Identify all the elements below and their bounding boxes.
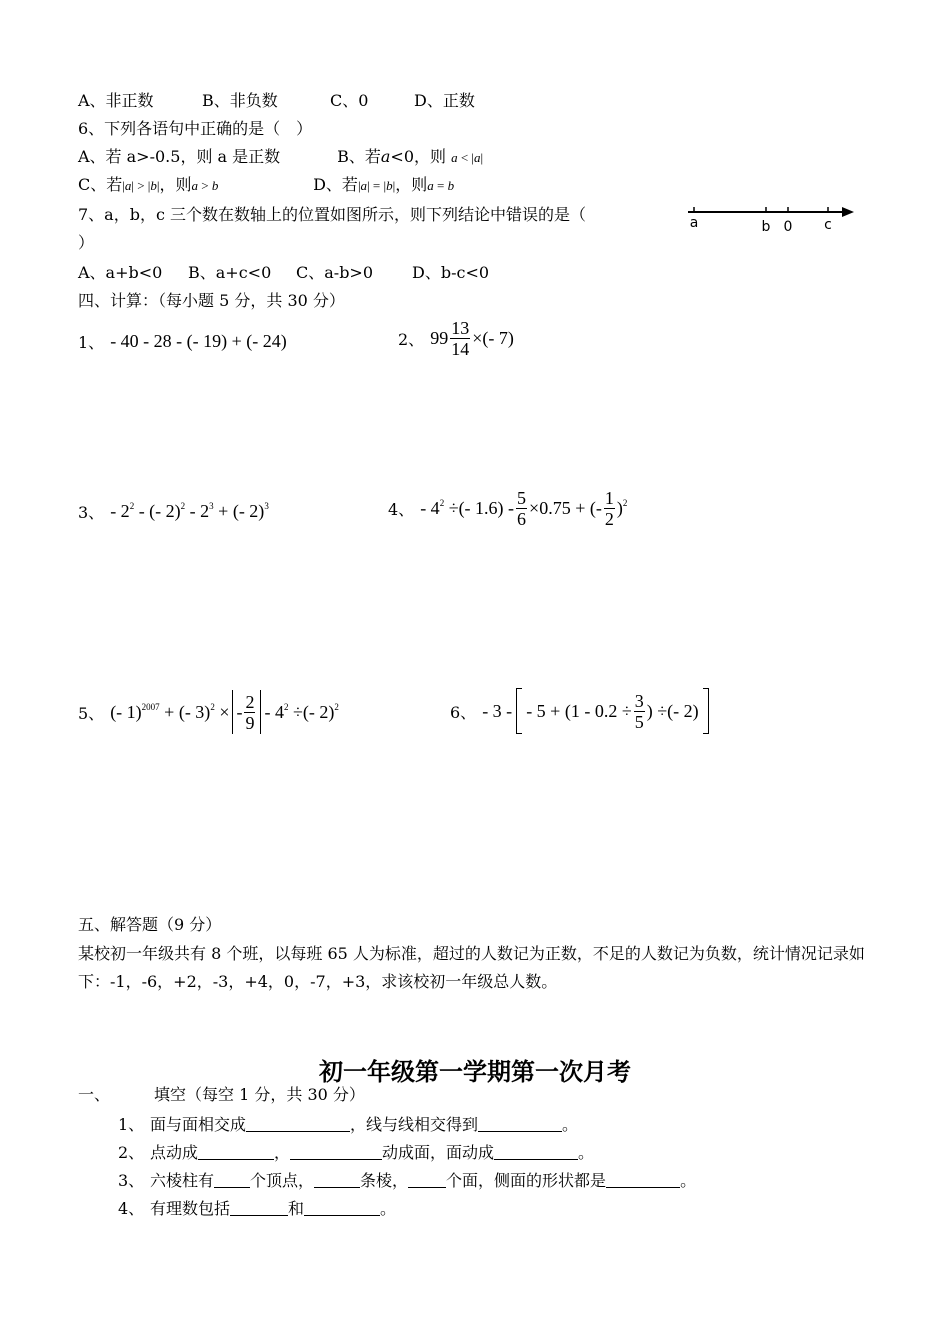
q7-option-b: B、a+c<0 [188,263,272,282]
q6-option-c: C、若|a| > |b|，则a > b [78,175,219,194]
blank[interactable] [408,1171,446,1188]
q7-option-c: C、a-b>0 [296,263,374,282]
fill-item-4: 4、 有理数包括 和 。 [118,1199,397,1218]
calc-problem-3: 3、 - $2^2$ - (- $2)^2 - 2^3$ + (- 2)$^3$ [78,501,269,522]
calc-problem-3-expression: - $2^2$ - (- $2)^2 - 2^3$ + (- 2)$^3$ [110,501,269,521]
blank[interactable] [478,1115,562,1132]
q7-options [78,262,489,284]
section1-heading: 一、 填空（每空 1 分，共 30 分） [78,1085,365,1104]
calc-problem-4-expression: - $4^2$ ÷(- 1.6) - [420,498,515,518]
axis-label-c: c [824,217,832,233]
exam-title: 初一年级第一学期第一次月考 [319,1058,631,1086]
blank[interactable] [214,1171,250,1188]
calc-problem-6: 6、 - 3 - - 5 + (1 - 0.2 ÷ $\frac{3}{5}$ ) ÷(- 2) [450,688,713,734]
calc-problem-5-expression: (- 1)$^{2007}$ + (- 3)$^2$ × [110,701,230,722]
fraction-1-2: $\frac{1}{2}$ [604,488,614,529]
q5-option-c: C、0 [330,91,369,110]
q5-option-d: D、正数 [414,91,475,110]
blank[interactable] [494,1143,578,1160]
calc-problem-1: 1、 - 40 - 28 - (- 19) + (- 24) [78,331,287,352]
q6-option-d: D、若|a| = |b|，则a = b [313,175,455,194]
q6-options-cd [78,174,454,197]
number-line-figure [686,200,856,240]
q6-options-ab [78,146,483,169]
fraction-13-14: $\frac{13}{14}$ [451,318,470,359]
section4-heading: 四、计算：（每小题 5 分，共 30 分） [78,291,345,310]
number-line-arrow [842,207,854,217]
fill-item-2: 2、 点动成 ， 动成面，面动成 。 [118,1143,595,1162]
blank[interactable] [606,1171,680,1188]
q7-option-d: D、b-c<0 [412,263,490,282]
fill-item-3: 3、 六棱柱有 个顶点， 条棱， 个面，侧面的形状都是 。 [118,1171,697,1190]
q6-option-b: B、若a<0，则 a < |a| [337,147,484,166]
q5-option-a: A、非正数 [78,91,154,110]
q6-option-a: A、若 a>-0.5，则 a 是正数 [78,147,281,166]
q7-option-a: A、a+b<0 [78,263,163,282]
blank[interactable] [290,1143,382,1160]
blank[interactable] [230,1199,288,1216]
axis-label-a: a [689,215,699,231]
fraction-5-6: $\frac{5}{6}$ [517,488,527,529]
blank[interactable] [246,1115,350,1132]
calc-problem-4: 4、 - $4^2$ ÷(- 1.6) - $\frac{5}{6}$ ×0.75 + (- $\frac{1}{2}$ )$^2$ [388,488,628,529]
section5-heading: 五、解答题（9 分） [78,915,222,934]
blank[interactable] [314,1171,360,1188]
calc-problem-2: 2、 99 $\frac{13}{14}$ ×(- 7) [398,318,514,359]
fraction-3-5: $\frac{3}{5}$ [634,690,644,732]
section5-body: 某校初一年级共有 8 个班，以每班 65 人为标准，超过的人数记为正数，不足的人数记为负数，统计情况记录如下：-1，-6，+2，-3，+4，0，-7，+3，求该校初一年级总人数。 [78,944,865,991]
q5-options [78,90,475,112]
blank[interactable] [304,1199,380,1216]
calc-problem-1-expression: - 40 - 28 - (- 19) + (- 24) [110,331,287,351]
axis-label-0: 0 [783,219,793,235]
q6-stem: 6、下列各语句中正确的是（ ） [78,119,313,138]
q7-stem-end: ） [78,233,95,252]
calc-problem-5: 5、 (- 1)$^{2007}$ + (- 3)$^2$ × - $\frac{2}{9}$ - $4^2$ ÷(- 2)$^2$ [78,691,339,733]
fraction-2-9: $\frac{2}{9}$ [245,691,255,733]
axis-label-b: b [761,219,771,235]
fill-item-1: 1、 面与面相交成 ，线与线相交得到 。 [118,1115,579,1134]
blank[interactable] [198,1143,274,1160]
q7-stem: 7、a，b，c 三个数在数轴上的位置如图所示，则下列结论中错误的是（ [78,205,587,224]
q5-option-b: B、非负数 [202,91,278,110]
